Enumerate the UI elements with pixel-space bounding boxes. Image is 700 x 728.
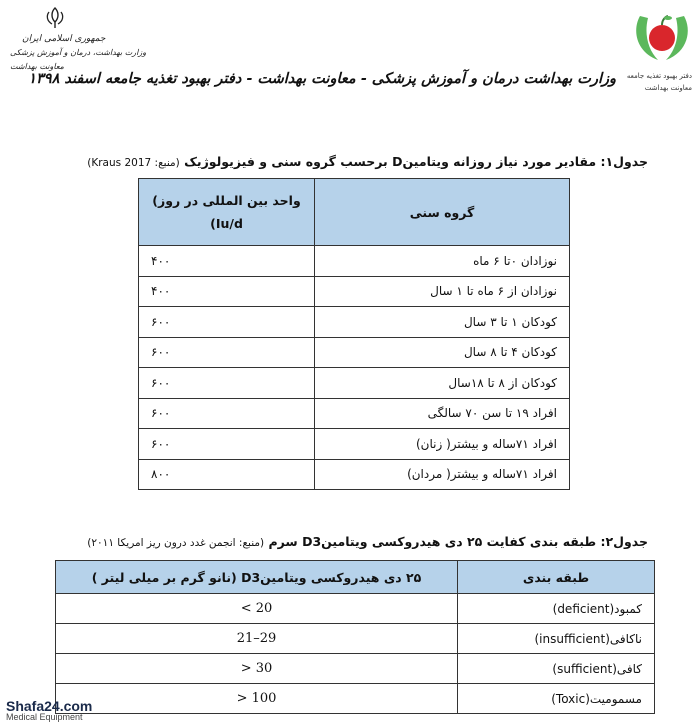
table1-caption-text: جدول۱: مقادیر مورد نیاز روزانه ویتامینD برحسب گروه سنی و فیزیولوژیک — [184, 154, 648, 169]
table1-header-age: گروه سنی — [315, 179, 570, 246]
table2-range-cell: 21–29 — [56, 624, 458, 654]
table2-header-row — [56, 561, 655, 594]
iran-emblem-icon — [40, 6, 70, 30]
table1-value-cell: ۴۰۰ — [139, 276, 315, 307]
table2-source: (منبع: انجمن غدد درون ریز امریکا ۲۰۱۱) — [87, 537, 265, 549]
table-row — [139, 429, 570, 460]
table-row — [139, 337, 570, 368]
table1-age-cell: افراد ۱۹ تا سن ۷۰ سالگی — [315, 398, 570, 429]
vitamin-d3-classification-table — [55, 560, 655, 714]
logo-caption-2: معاونت بهداشت — [644, 84, 692, 92]
table-row — [56, 684, 655, 714]
table-row — [56, 594, 655, 624]
table1-value-cell: ۶۰۰ — [139, 429, 315, 460]
watermark-sub: Medical Equipment — [6, 712, 83, 722]
table-row — [56, 624, 655, 654]
table1-source: (منبع: Kraus 2017) — [87, 157, 180, 169]
table1-caption — [87, 154, 648, 169]
table2-caption — [87, 534, 648, 549]
watermark-main: Shafa24.com — [6, 698, 93, 714]
table1-header-unit-line1: واحد بین المللی در روز) — [152, 193, 301, 208]
table-row — [56, 654, 655, 684]
table1-age-cell: نوزادان از ۶ ماه تا ۱ سال — [315, 276, 570, 307]
table1-age-cell: افراد ۷۱ساله و بیشتر( مردان) — [315, 459, 570, 490]
table1-value-cell: ۸۰۰ — [139, 459, 315, 490]
table1-age-cell: نوزادان ۰تا ۶ ماه — [315, 246, 570, 277]
table2-class-cell: ناکافی(insufficient) — [458, 624, 655, 654]
table-row — [139, 246, 570, 277]
table2-range-cell: > 30 — [56, 654, 458, 684]
table2-range-cell: < 20 — [56, 594, 458, 624]
table-row — [139, 368, 570, 399]
table2-range-cell: > 100 — [56, 684, 458, 714]
emblem-line-3: معاونت بهداشت — [10, 62, 64, 71]
table-row — [139, 276, 570, 307]
table-row — [139, 459, 570, 490]
table1-header-row — [139, 179, 570, 246]
table2-header-range: ۲۵ دی هیدروکسی ویتامینD3 (نانو گرم بر میلی لیتر ) — [56, 561, 458, 594]
table2-class-cell: کافی(sufficient) — [458, 654, 655, 684]
table2-header-class: طبقه بندی — [458, 561, 655, 594]
table1-value-cell: ۴۰۰ — [139, 246, 315, 277]
page-heading: وزارت بهداشت درمان و آموزش پزشکی - معاونت بهداشت - دفتر بهبود تغذیه جامعه اسفند ۱۳۹۸ — [28, 70, 616, 87]
table2-class-cell: مسمومیت(Toxic) — [458, 684, 655, 714]
table2-caption-text: جدول۲: طبقه بندی کفایت ۲۵ دی هیدروکسی ویتامینD3 سرم — [268, 534, 648, 549]
table1-header-unit — [139, 179, 315, 246]
table1-age-cell: افراد ۷۱ساله و بیشتر( زنان) — [315, 429, 570, 460]
document-header — [0, 0, 700, 120]
table1-value-cell: ۶۰۰ — [139, 368, 315, 399]
table1-age-cell: کودکان از ۸ تا ۱۸سال — [315, 368, 570, 399]
table1-value-cell: ۶۰۰ — [139, 307, 315, 338]
table1-age-cell: کودکان ۱ تا ۳ سال — [315, 307, 570, 338]
table-row — [139, 398, 570, 429]
emblem-line-2: وزارت بهداشت، درمان و آموزش پزشکی — [10, 48, 147, 57]
vitamin-d-requirements-table — [138, 178, 570, 490]
table-row — [139, 307, 570, 338]
watermark — [6, 698, 92, 722]
logo-caption-1: دفتر بهبود تغذیه جامعه — [626, 72, 692, 80]
table1-header-unit-line2: (Iu/d — [210, 216, 243, 231]
table2-class-cell: کمبود(deficient) — [458, 594, 655, 624]
table1-age-cell: کودکان ۴ تا ۸ سال — [315, 337, 570, 368]
nutrition-office-logo-icon — [628, 4, 696, 66]
table1-value-cell: ۶۰۰ — [139, 337, 315, 368]
table1-value-cell: ۶۰۰ — [139, 398, 315, 429]
emblem-line-1: جمهوری اسلامی ایران — [22, 34, 106, 44]
